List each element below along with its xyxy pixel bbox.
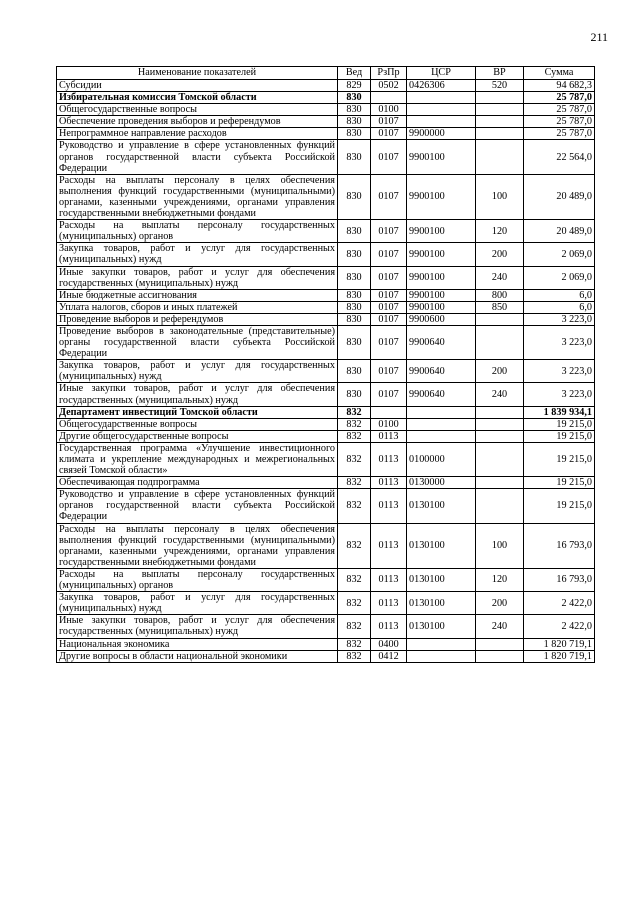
row-name-cell: Другие общегосударственные вопросы <box>57 430 338 442</box>
row-name-cell: Закупка товаров, работ и услуг для государственных (муниципальных) нужд <box>57 360 338 383</box>
row-vr-cell: 200 <box>476 592 524 615</box>
row-name-cell: Иные закупки товаров, работ и услуг для обеспечения государственных (муниципальных) нужд <box>57 383 338 406</box>
row-csr-cell: 0130100 <box>407 615 476 638</box>
row-csr-cell: 9900100 <box>407 140 476 174</box>
row-name-cell: Общегосударственные вопросы <box>57 104 338 116</box>
table-row <box>57 568 595 591</box>
row-name-cell: Государственная программа «Улучшение инвестиционного климата и укрепление международных и межрегиональных связей Томской области» <box>57 442 338 476</box>
row-ved-cell: 830 <box>338 266 371 289</box>
row-vr-cell: 240 <box>476 615 524 638</box>
row-name-cell: Субсидии <box>57 80 338 92</box>
row-rzpr-cell: 0107 <box>371 243 407 266</box>
row-sum-cell: 2 069,0 <box>524 266 595 289</box>
table-row <box>57 301 595 313</box>
row-rzpr-cell: 0113 <box>371 568 407 591</box>
row-ved-cell: 832 <box>338 442 371 476</box>
table-row <box>57 128 595 140</box>
row-rzpr-cell: 0502 <box>371 80 407 92</box>
table-row <box>57 430 595 442</box>
table-row <box>57 243 595 266</box>
row-csr-cell: 9900100 <box>407 301 476 313</box>
table-row <box>57 313 595 325</box>
row-csr-cell <box>407 104 476 116</box>
row-sum-cell: 1 820 719,1 <box>524 638 595 650</box>
row-csr-cell <box>407 650 476 662</box>
row-ved-cell: 832 <box>338 638 371 650</box>
row-name-cell: Иные закупки товаров, работ и услуг для обеспечения государственных (муниципальных) нужд <box>57 615 338 638</box>
row-name-cell: Проведение выборов и референдумов <box>57 313 338 325</box>
row-vr-cell <box>476 325 524 359</box>
row-sum-cell: 19 215,0 <box>524 430 595 442</box>
row-sum-cell: 25 787,0 <box>524 128 595 140</box>
row-name-cell: Расходы на выплаты персоналу в целях обеспечения выполнения функций государственными (муниципальными) органами, казенными учреждениями, органами управления государственными внебюджетными фондами <box>57 174 338 219</box>
row-name-cell: Обеспечивающая подпрограмма <box>57 477 338 489</box>
row-rzpr-cell: 0107 <box>371 325 407 359</box>
row-ved-cell: 830 <box>338 360 371 383</box>
row-sum-cell: 2 422,0 <box>524 615 595 638</box>
row-ved-cell: 830 <box>338 220 371 243</box>
row-sum-cell: 16 793,0 <box>524 568 595 591</box>
row-rzpr-cell <box>371 92 407 104</box>
row-name-cell: Закупка товаров, работ и услуг для государственных (муниципальных) нужд <box>57 592 338 615</box>
row-csr-cell: 9900640 <box>407 383 476 406</box>
row-vr-cell <box>476 489 524 523</box>
table-row <box>57 418 595 430</box>
table-row <box>57 650 595 662</box>
row-rzpr-cell: 0107 <box>371 128 407 140</box>
row-ved-cell: 832 <box>338 430 371 442</box>
row-sum-cell: 25 787,0 <box>524 116 595 128</box>
row-name-cell: Иные закупки товаров, работ и услуг для обеспечения государственных (муниципальных) нужд <box>57 266 338 289</box>
row-ved-cell: 832 <box>338 406 371 418</box>
row-ved-cell: 830 <box>338 128 371 140</box>
row-vr-cell <box>476 104 524 116</box>
table-row <box>57 104 595 116</box>
row-rzpr-cell: 0107 <box>371 289 407 301</box>
header-vr: ВР <box>476 67 524 80</box>
row-name-cell: Непрограммное направление расходов <box>57 128 338 140</box>
page-number: 211 <box>590 30 608 44</box>
header-name: Наименование показателей <box>57 67 338 80</box>
row-csr-cell: 9900640 <box>407 360 476 383</box>
row-vr-cell <box>476 313 524 325</box>
row-vr-cell: 520 <box>476 80 524 92</box>
row-csr-cell: 0130100 <box>407 489 476 523</box>
row-ved-cell: 832 <box>338 650 371 662</box>
row-sum-cell: 25 787,0 <box>524 104 595 116</box>
row-vr-cell: 200 <box>476 243 524 266</box>
budget-table <box>56 66 595 663</box>
row-vr-cell: 120 <box>476 568 524 591</box>
row-csr-cell <box>407 418 476 430</box>
row-vr-cell: 240 <box>476 266 524 289</box>
row-name-cell: Иные бюджетные ассигнования <box>57 289 338 301</box>
row-rzpr-cell: 0107 <box>371 140 407 174</box>
row-rzpr-cell: 0107 <box>371 301 407 313</box>
table-row <box>57 406 595 418</box>
row-csr-cell <box>407 430 476 442</box>
header-sum: Сумма <box>524 67 595 80</box>
row-rzpr-cell: 0107 <box>371 174 407 219</box>
row-csr-cell <box>407 116 476 128</box>
table-row <box>57 80 595 92</box>
row-vr-cell: 200 <box>476 360 524 383</box>
row-ved-cell: 830 <box>338 140 371 174</box>
row-name-cell: Избирательная комиссия Томской области <box>57 92 338 104</box>
row-vr-cell <box>476 477 524 489</box>
row-csr-cell <box>407 92 476 104</box>
row-ved-cell: 830 <box>338 301 371 313</box>
row-rzpr-cell <box>371 406 407 418</box>
row-name-cell: Общегосударственные вопросы <box>57 418 338 430</box>
row-ved-cell: 832 <box>338 523 371 568</box>
table-row <box>57 360 595 383</box>
row-vr-cell: 850 <box>476 301 524 313</box>
row-name-cell: Руководство и управление в сфере установленных функций органов государственной власти субъекта Российской Федерации <box>57 489 338 523</box>
row-rzpr-cell: 0412 <box>371 650 407 662</box>
row-rzpr-cell: 0400 <box>371 638 407 650</box>
row-ved-cell: 832 <box>338 568 371 591</box>
row-rzpr-cell: 0107 <box>371 383 407 406</box>
row-sum-cell: 16 793,0 <box>524 523 595 568</box>
row-csr-cell: 0426306 <box>407 80 476 92</box>
row-vr-cell: 800 <box>476 289 524 301</box>
table-row <box>57 140 595 174</box>
row-vr-cell <box>476 650 524 662</box>
table-row <box>57 174 595 219</box>
table-row <box>57 523 595 568</box>
row-name-cell: Уплата налогов, сборов и иных платежей <box>57 301 338 313</box>
row-name-cell: Другие вопросы в области национальной экономики <box>57 650 338 662</box>
table-row <box>57 266 595 289</box>
row-rzpr-cell: 0107 <box>371 220 407 243</box>
row-csr-cell: 9900000 <box>407 128 476 140</box>
row-csr-cell <box>407 638 476 650</box>
row-name-cell: Расходы на выплаты персоналу государственных (муниципальных) органов <box>57 220 338 243</box>
table-row <box>57 220 595 243</box>
row-rzpr-cell: 0107 <box>371 116 407 128</box>
row-sum-cell: 3 223,0 <box>524 383 595 406</box>
header-csr: ЦСР <box>407 67 476 80</box>
table-row <box>57 116 595 128</box>
table-body <box>57 80 595 663</box>
table-row <box>57 442 595 476</box>
row-ved-cell: 832 <box>338 489 371 523</box>
row-name-cell: Обеспечение проведения выборов и референдумов <box>57 116 338 128</box>
row-rzpr-cell: 0100 <box>371 418 407 430</box>
row-rzpr-cell: 0107 <box>371 313 407 325</box>
row-vr-cell: 240 <box>476 383 524 406</box>
row-sum-cell: 20 489,0 <box>524 174 595 219</box>
row-sum-cell: 1 839 934,1 <box>524 406 595 418</box>
row-csr-cell: 0130000 <box>407 477 476 489</box>
table-row <box>57 383 595 406</box>
table-row <box>57 325 595 359</box>
row-sum-cell: 3 223,0 <box>524 313 595 325</box>
row-name-cell: Национальная экономика <box>57 638 338 650</box>
row-vr-cell <box>476 430 524 442</box>
row-rzpr-cell: 0100 <box>371 104 407 116</box>
row-csr-cell <box>407 406 476 418</box>
row-sum-cell: 19 215,0 <box>524 489 595 523</box>
row-vr-cell <box>476 128 524 140</box>
row-csr-cell: 0130100 <box>407 568 476 591</box>
row-sum-cell: 19 215,0 <box>524 477 595 489</box>
row-rzpr-cell: 0107 <box>371 266 407 289</box>
row-ved-cell: 830 <box>338 104 371 116</box>
row-vr-cell: 100 <box>476 523 524 568</box>
row-rzpr-cell: 0113 <box>371 489 407 523</box>
row-sum-cell: 3 223,0 <box>524 360 595 383</box>
row-csr-cell: 9900100 <box>407 243 476 266</box>
row-csr-cell: 9900640 <box>407 325 476 359</box>
row-vr-cell <box>476 418 524 430</box>
row-ved-cell: 830 <box>338 174 371 219</box>
table-row <box>57 638 595 650</box>
row-ved-cell: 830 <box>338 92 371 104</box>
row-name-cell: Руководство и управление в сфере установленных функций органов государственной власти субъекта Российской Федерации <box>57 140 338 174</box>
row-csr-cell: 9900100 <box>407 289 476 301</box>
row-sum-cell: 3 223,0 <box>524 325 595 359</box>
row-name-cell: Расходы на выплаты персоналу в целях обеспечения выполнения функций государственными (муниципальными) органами, казенными учреждениями, органами управления государственными внебюджетными фондами <box>57 523 338 568</box>
row-vr-cell <box>476 140 524 174</box>
table-row <box>57 592 595 615</box>
row-vr-cell: 100 <box>476 174 524 219</box>
row-sum-cell: 2 069,0 <box>524 243 595 266</box>
row-ved-cell: 830 <box>338 383 371 406</box>
row-sum-cell: 19 215,0 <box>524 442 595 476</box>
table-row <box>57 92 595 104</box>
row-ved-cell: 830 <box>338 325 371 359</box>
table-row <box>57 289 595 301</box>
row-csr-cell: 0130100 <box>407 592 476 615</box>
row-rzpr-cell: 0113 <box>371 442 407 476</box>
row-vr-cell <box>476 638 524 650</box>
row-rzpr-cell: 0113 <box>371 430 407 442</box>
row-sum-cell: 20 489,0 <box>524 220 595 243</box>
row-name-cell: Департамент инвестиций Томской области <box>57 406 338 418</box>
row-csr-cell: 9900100 <box>407 266 476 289</box>
row-sum-cell: 6,0 <box>524 301 595 313</box>
row-sum-cell: 2 422,0 <box>524 592 595 615</box>
row-name-cell: Расходы на выплаты персоналу государственных (муниципальных) органов <box>57 568 338 591</box>
row-sum-cell: 94 682,3 <box>524 80 595 92</box>
row-ved-cell: 830 <box>338 289 371 301</box>
row-name-cell: Проведение выборов в законодательные (представительные) органы государственной власти субъекта Российской Федерации <box>57 325 338 359</box>
row-ved-cell: 832 <box>338 477 371 489</box>
table-row <box>57 615 595 638</box>
row-csr-cell: 9900600 <box>407 313 476 325</box>
row-csr-cell: 9900100 <box>407 174 476 219</box>
row-sum-cell: 6,0 <box>524 289 595 301</box>
row-rzpr-cell: 0113 <box>371 592 407 615</box>
row-vr-cell <box>476 442 524 476</box>
row-ved-cell: 829 <box>338 80 371 92</box>
table-row <box>57 477 595 489</box>
row-csr-cell: 0130100 <box>407 523 476 568</box>
row-rzpr-cell: 0113 <box>371 477 407 489</box>
table-row <box>57 489 595 523</box>
row-sum-cell: 19 215,0 <box>524 418 595 430</box>
row-ved-cell: 832 <box>338 592 371 615</box>
header-rzpr: РзПр <box>371 67 407 80</box>
row-vr-cell <box>476 92 524 104</box>
row-ved-cell: 832 <box>338 615 371 638</box>
row-vr-cell <box>476 116 524 128</box>
row-ved-cell: 830 <box>338 116 371 128</box>
table-header-row <box>57 67 595 80</box>
row-sum-cell: 22 564,0 <box>524 140 595 174</box>
row-sum-cell: 1 820 719,1 <box>524 650 595 662</box>
row-ved-cell: 832 <box>338 418 371 430</box>
header-ved: Вед <box>338 67 371 80</box>
row-rzpr-cell: 0107 <box>371 360 407 383</box>
row-ved-cell: 830 <box>338 243 371 266</box>
row-rzpr-cell: 0113 <box>371 615 407 638</box>
row-csr-cell: 9900100 <box>407 220 476 243</box>
row-csr-cell: 0100000 <box>407 442 476 476</box>
row-vr-cell <box>476 406 524 418</box>
row-sum-cell: 25 787,0 <box>524 92 595 104</box>
row-name-cell: Закупка товаров, работ и услуг для государственных (муниципальных) нужд <box>57 243 338 266</box>
row-vr-cell: 120 <box>476 220 524 243</box>
row-rzpr-cell: 0113 <box>371 523 407 568</box>
row-ved-cell: 830 <box>338 313 371 325</box>
